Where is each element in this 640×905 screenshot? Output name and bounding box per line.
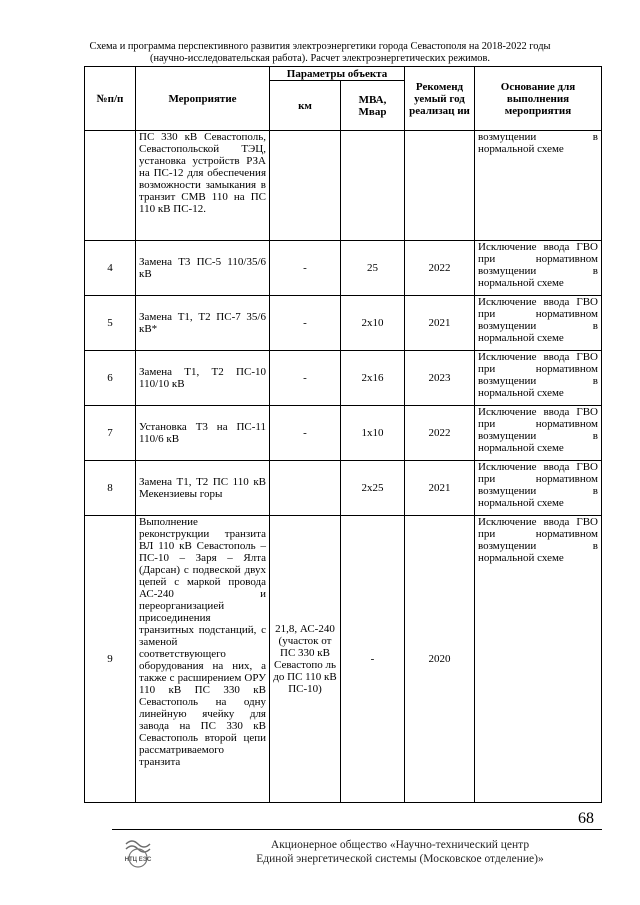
row-year: 2021 [405,296,475,351]
row-num: 4 [85,241,136,296]
row-num [85,131,136,241]
row-km: - [270,241,341,296]
header-year: Рекоменд уемый год реализац ии [405,67,475,131]
row-basis: Исключение ввода ГВО при нормативном возмущении в нормальной схеме [475,516,602,803]
header-params: Параметры объекта [270,67,405,81]
row-num: 8 [85,461,136,516]
header-num: №п/п [85,67,136,131]
row-basis: Исключение ввода ГВО при нормативном возмущении в нормальной схеме [475,461,602,516]
table-row [85,461,602,516]
table-row [85,131,602,241]
logo-text: НТЦ ЕЭС [124,857,152,863]
row-mva: 2х10 [341,296,405,351]
table-row [85,516,602,803]
table-row [85,241,602,296]
header-basis: Основание для выполнения мероприятия [475,67,602,131]
row-measure: Замена Т1, Т2 ПС-10 110/10 кВ [136,351,270,406]
row-km: - [270,351,341,406]
row-km [270,131,341,241]
header-measure: Мероприятие [136,67,270,131]
row-km [270,461,341,516]
row-year [405,131,475,241]
row-km: 21,8, АС-240 (участок от ПС 330 кВ Севастопо ль до ПС 110 кВ ПС-10) [270,516,341,803]
footer-divider [112,829,602,830]
row-mva: 2х25 [341,461,405,516]
row-mva [341,131,405,241]
row-measure: Установка Т3 на ПС-11 110/6 кВ [136,406,270,461]
row-num: 7 [85,406,136,461]
row-num: 5 [85,296,136,351]
row-measure: ПС 330 кВ Севастополь, Севастопольской ТЭЦ, установка устройств РЗА на ПС-12 для обеспечения возможности замыкания в транзит СМВ 110 на ПС 110 кВ ПС-12. [136,131,270,241]
row-measure: Выполнение реконструкции транзита ВЛ 110 кВ Севастополь – ПС-10 – Заря – Ялта (Дарсан) с подвеской двух цепей с маркой провода АС-240 и переорганизацией присоединения транзитных подстанций, с заменой соответствующего оборудования на них, а также с расширением ОРУ 110 кВ ПС 330 кВ Севастополь на одну линейную ячейку для завода на ПС 330 кВ Севастополь второй цепи рассматриваемого транзита [136,516,270,803]
table-row [85,406,602,461]
header-km: км [270,81,341,131]
page-number: 68 [578,810,594,827]
row-mva: 2х16 [341,351,405,406]
measures-table [84,66,602,803]
footer-line1: Акционерное общество «Научно-технический центр [270,839,530,851]
row-mva: - [341,516,405,803]
row-year: 2022 [405,406,475,461]
row-year: 2022 [405,241,475,296]
row-basis: возмущении в нормальной схеме [475,131,602,241]
company-logo-icon [120,836,180,872]
row-measure: Замена Т3 ПС-5 110/35/6 кВ [136,241,270,296]
row-mva: 1х10 [341,406,405,461]
table-row [85,296,602,351]
row-km: - [270,406,341,461]
row-basis: Исключение ввода ГВО при нормативном возмущении в нормальной схеме [475,406,602,461]
row-year: 2021 [405,461,475,516]
row-num: 9 [85,516,136,803]
document-header-line2: (научно-исследовательская работа). Расчет электроэнергетических режимов. [150,53,490,64]
row-basis: Исключение ввода ГВО при нормативном возмущении в нормальной схеме [475,296,602,351]
row-basis: Исключение ввода ГВО при нормативном возмущении в нормальной схеме [475,351,602,406]
row-num: 6 [85,351,136,406]
row-km: - [270,296,341,351]
row-mva: 25 [341,241,405,296]
header-mva: МВА, Мвар [341,81,405,131]
table-row [85,351,602,406]
footer-line2: Единой энергетической системы (Московское отделение)» [256,853,544,865]
row-year: 2020 [405,516,475,803]
row-basis: Исключение ввода ГВО при нормативном возмущении в нормальной схеме [475,241,602,296]
document-header-line1: Схема и программа перспективного развития электроэнергетики города Севастополя на 2018-2022 годы [89,41,551,52]
row-year: 2023 [405,351,475,406]
row-measure: Замена Т1, Т2 ПС-7 35/6 кВ* [136,296,270,351]
row-measure: Замена Т1, Т2 ПС 110 кВ Мекензиевы горы [136,461,270,516]
